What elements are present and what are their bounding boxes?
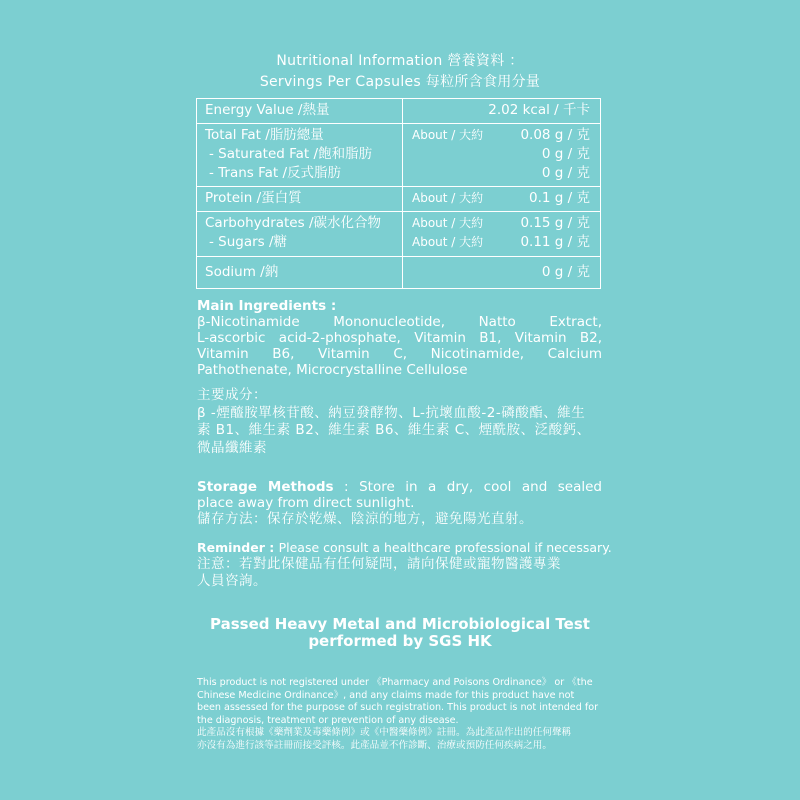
- nutrition-table: [196, 98, 601, 289]
- storage-text-line2: place away from direct sunlight.: [197, 495, 415, 511]
- total-fat-value: 0.08 g / 克: [520, 127, 590, 143]
- about-label: About / 大約: [412, 235, 484, 249]
- disclaimer-zh-line: 亦沒有為進行該等註冊而接受評核。此產品並不作診斷、治療或預防任何疾病之用。: [197, 739, 552, 751]
- table-row: [197, 212, 601, 257]
- disclaimer-line: been assessed for the purpose of such registration. This product is not intended for: [197, 702, 599, 714]
- energy-label: Energy Value /熱量: [205, 102, 330, 118]
- nutrition-title: Nutritional Information 營養資料 ：: [276, 53, 524, 69]
- saturated-fat-label: - Saturated Fat /飽和脂肪: [209, 146, 373, 162]
- ingredients-en: [197, 298, 602, 378]
- ingredients-zh: [197, 387, 602, 457]
- about-label: About / 大約: [412, 191, 484, 205]
- table-row: [197, 187, 601, 212]
- protein-value: 0.1 g / 克: [529, 190, 590, 206]
- ingredients-line: Pathothenate, Microcrystalline Cellulose: [197, 362, 468, 378]
- reminder-text: Please consult a healthcare professional if necessary.: [278, 540, 612, 555]
- saturated-fat-value: 0 g / 克: [541, 146, 590, 162]
- ingredients-zh-heading: 主要成分：: [197, 387, 267, 403]
- ingredients-line: L-ascorbic acid-2-phosphate, Vitamin B1, Vitamin B2,: [197, 330, 602, 346]
- total-fat-label: Total Fat /脂肪總量: [205, 127, 324, 143]
- carbohydrates-label: Carbohydrates /碳水化合物: [205, 215, 381, 231]
- disclaimer-line: This product is not registered under 《Pharmacy and Poisons Ordinance》 or 《the: [197, 677, 593, 688]
- reminder-section: [197, 540, 612, 590]
- servings-subtitle: Servings Per Capsules 每粒所含食用分量: [259, 74, 541, 90]
- ingredients-zh-line: 微晶纖維素: [197, 439, 267, 456]
- ingredients-line: β-Nicotinamide Mononucleotide, Natto Extract,: [197, 314, 602, 330]
- reminder-zh-line: 人員咨詢。: [197, 573, 267, 589]
- test-passed-banner: [0, 616, 800, 650]
- reminder-label: Reminder :: [197, 540, 279, 555]
- ingredients-heading: Main Ingredients :: [197, 298, 337, 314]
- table-row: [197, 99, 601, 124]
- protein-label: Protein /蛋白質: [205, 190, 302, 206]
- about-label: About / 大約: [412, 128, 484, 142]
- table-row: [197, 124, 601, 187]
- reminder-zh-line: 注意：若對此保健品有任何疑問，請向保健或寵物醫護專業: [197, 556, 561, 572]
- storage-zh: 儲存方法：保存於乾燥、陰涼的地方，避免陽光直射。: [197, 511, 533, 527]
- sugars-value: 0.11 g / 克: [520, 234, 590, 250]
- energy-value: 2.02 kcal / 千卡: [488, 102, 590, 118]
- disclaimer-line: Chinese Medicine Ordinance》, and any claims made for this product have not: [197, 689, 575, 701]
- trans-fat-label: - Trans Fat /反式脂肪: [209, 165, 342, 181]
- carbohydrates-value: 0.15 g / 克: [520, 215, 590, 231]
- test-passed-line: Passed Heavy Metal and Microbiological Test: [210, 615, 590, 633]
- sugars-label: - Sugars /糖: [209, 234, 288, 250]
- disclaimer: [197, 677, 602, 753]
- about-label: About / 大約: [412, 216, 484, 230]
- sodium-value: 0 g / 克: [541, 264, 590, 280]
- ingredients-line: Vitamin B6, Vitamin C, Nicotinamide, Calcium: [197, 346, 602, 362]
- trans-fat-value: 0 g / 克: [541, 165, 590, 181]
- storage-text: : Store in a dry, cool and sealed: [333, 479, 602, 495]
- disclaimer-line: the diagnosis, treatment or prevention of any disease.: [197, 714, 459, 726]
- storage-section: [197, 479, 602, 527]
- disclaimer-zh-line: 此產品沒有根據《藥劑業及毒藥條例》或《中醫藥條例》註冊。為此產品作出的任何聲稱: [197, 727, 572, 739]
- ingredients-zh-line: 素 B1、維生素 B2、維生素 B6、維生素 C、煙酰胺、泛酸鈣、: [197, 422, 591, 438]
- storage-label: Storage Methods: [197, 479, 334, 495]
- test-passed-line: performed by SGS HK: [308, 632, 492, 650]
- table-row: [197, 257, 601, 289]
- sodium-label: Sodium /鈉: [205, 264, 279, 280]
- ingredients-zh-line: β -煙醯胺單核苷酸、納豆發酵物、L-抗壞血酸-2-磷酸酯、維生: [197, 404, 586, 421]
